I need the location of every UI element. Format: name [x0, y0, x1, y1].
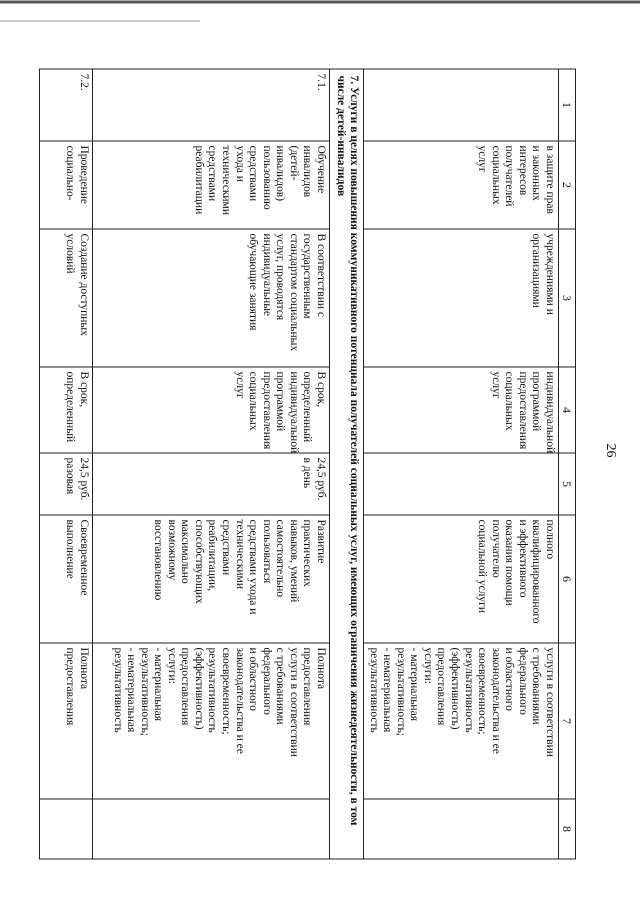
col-header-5: 5: [559, 453, 576, 515]
col-header-2: 2: [559, 141, 576, 229]
service-price: 24,5 руб. в день: [93, 453, 330, 515]
cont-cell-2: в защите прав и законных интересов получателей социальных услуг: [364, 141, 559, 229]
scan-fold-line: [0, 20, 200, 21]
evaluation-conditions: Полнота предоставления: [40, 643, 93, 799]
col-header-4: 4: [559, 367, 576, 453]
continuation-row: [364, 69, 559, 859]
cont-cell-8: [364, 799, 559, 859]
row-cell-8: [93, 799, 330, 859]
cont-cell-1: [364, 69, 559, 141]
col-header-1: 1: [559, 69, 576, 141]
section-title: 7. Услуги в целях повышения коммуникативного потенциала получателей социальных услуг, имеющих ограничения жизнедеятельности, в том числе детей-инвалидов: [330, 69, 364, 859]
service-term: В срок, определенный индивидуальной программой предоставления социальных услуг: [93, 367, 330, 453]
evaluation-conditions: Полнота предоставления услуги в соответствии с требованиями федерального и областного законодательства и ее своевременность; результативность (эффективность) предоставления услуги: - материальная результативность; - нематериальная результативность: [93, 643, 330, 799]
col-header-8: 8: [559, 799, 576, 859]
col-header-7: 7: [559, 643, 576, 799]
service-price: 24,5 руб. разовая: [40, 453, 93, 515]
table-row: [93, 69, 330, 859]
scan-edge-left: [0, 0, 640, 3]
table-row: [40, 69, 93, 859]
col-header-6: 6: [559, 515, 576, 643]
page-number: 26: [603, 443, 618, 457]
cont-cell-4: индивидуальной программой предоставления социальных услуг: [364, 367, 559, 453]
row-number: 7.2.: [40, 69, 93, 141]
services-table: [39, 68, 576, 859]
service-standard: В соответствии с государственным стандартом социальных услуг, проводятся индивидуальные обучающие занятия: [93, 229, 330, 367]
quality-indicators: Развитие практических навыков, умений самостоятельно пользоваться средствами ухода и техническими средствами реабилитации, способствующих максимально возможному восстановлению: [93, 515, 330, 643]
service-standard: Создание доступных условий: [40, 229, 93, 367]
cont-cell-6: полного квалифицированного и эффективного оказания помощи получателю социальной услуги: [364, 515, 559, 643]
service-name: Обучение инвалидов (детей- инвалидов) пользованию средствами ухода и техническими средствами реабилитации: [93, 141, 330, 229]
col-header-3: 3: [559, 229, 576, 367]
service-term: В срок, определенный: [40, 367, 93, 453]
cont-cell-3: учреждениями и организациями: [364, 229, 559, 367]
section-row: [330, 69, 364, 859]
cont-cell-7: услуги в соответствии с требованиями федерального и областного законодательства и ее своевременность; результативность (эффективность) предоставления услуги: - материальная результативность; - нематериальная результативность: [364, 643, 559, 799]
column-number-row: [559, 69, 576, 859]
row-number: 7.1.: [93, 69, 330, 141]
row-cell-8: [40, 799, 93, 859]
quality-indicators: Своевременное выполнение: [40, 515, 93, 643]
service-name: Проведение социально-: [40, 141, 93, 229]
cont-cell-5: [364, 453, 559, 515]
